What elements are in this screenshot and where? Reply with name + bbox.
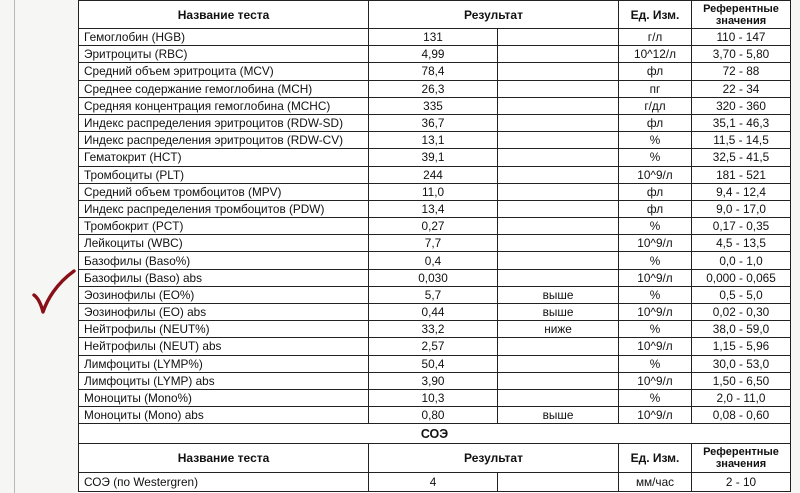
result-value: 13,1 [369,132,498,149]
reference-range: 9,0 - 17,0 [692,200,791,217]
table-row [79,132,791,149]
unit-value: % [619,252,692,269]
header-test-name: Название теста [79,444,369,473]
result-value: 2,57 [369,338,498,355]
unit-value: 10^9/л [619,304,692,321]
reference-range: 110 - 147 [692,29,791,46]
test-name: Гемоглобин (HGB) [79,29,369,46]
result-value: 0,27 [369,218,498,235]
reference-range: 0,5 - 5,0 [692,286,791,303]
lab-results-sheet [78,0,790,493]
unit-value: 10^9/л [619,269,692,286]
table-row [79,149,791,166]
unit-value: % [619,286,692,303]
result-flag [498,132,619,149]
header-result: Результат [369,1,619,29]
table-row [79,200,791,217]
result-value: 26,3 [369,80,498,97]
header-reference: Референтные значения [692,1,791,29]
table-row [79,321,791,338]
table-row [79,235,791,252]
result-flag [498,372,619,389]
result-value: 33,2 [369,321,498,338]
reference-range: 1,50 - 6,50 [692,372,791,389]
unit-value: мм/час [619,473,692,492]
header-result: Результат [369,444,619,473]
reference-range: 4,5 - 13,5 [692,235,791,252]
soe-header-row [79,444,791,473]
reference-range: 2 - 10 [692,473,791,492]
header-unit: Ед. Изм. [619,1,692,29]
reference-range: 0,17 - 0,35 [692,218,791,235]
unit-value: фл [619,114,692,131]
result-flag [498,355,619,372]
result-flag [498,29,619,46]
reference-range: 0,08 - 0,60 [692,407,791,424]
unit-value: г/дл [619,97,692,114]
test-name: Индекс распределения тромбоцитов (PDW) [79,200,369,217]
header-reference: Референтные значения [692,444,791,473]
soe-section [79,424,791,492]
result-value: 244 [369,166,498,183]
reference-range: 72 - 88 [692,63,791,80]
unit-value: % [619,132,692,149]
test-name: Лейкоциты (WBC) [79,235,369,252]
result-value: 36,7 [369,114,498,131]
test-name: Гематокрит (HCT) [79,149,369,166]
result-value: 335 [369,97,498,114]
result-flag [498,46,619,63]
header-unit: Ед. Изм. [619,444,692,473]
result-value: 0,4 [369,252,498,269]
reference-range: 35,1 - 46,3 [692,114,791,131]
table-row [79,355,791,372]
unit-value: 10^9/л [619,235,692,252]
result-flag [498,389,619,406]
table-row [79,218,791,235]
result-value: 4 [369,473,498,492]
test-name: СОЭ (по Westergren) [79,473,369,492]
unit-value: 10^9/л [619,372,692,389]
table-row [79,286,791,303]
table-row [79,304,791,321]
page-margin-line [14,0,15,493]
reference-range: 0,0 - 1,0 [692,252,791,269]
test-name: Тромбокрит (PCT) [79,218,369,235]
test-name: Эозинофилы (EO) abs [79,304,369,321]
result-value: 131 [369,29,498,46]
result-flag [498,473,619,492]
result-flag [498,149,619,166]
table-row [79,269,791,286]
result-value: 4,99 [369,46,498,63]
unit-value: % [619,218,692,235]
reference-range: 9,4 - 12,4 [692,183,791,200]
reference-range: 32,5 - 41,5 [692,149,791,166]
table-row [79,97,791,114]
header-test-name: Название теста [79,1,369,29]
test-name: Моноциты (Mono) abs [79,407,369,424]
table-row [79,114,791,131]
test-name: Моноциты (Mono%) [79,389,369,406]
test-name: Базофилы (Baso%) [79,252,369,269]
test-name: Индекс распределения эритроцитов (RDW-CV) [79,132,369,149]
result-flag: ниже [498,321,619,338]
results-body [79,29,791,424]
reference-range: 3,70 - 5,80 [692,46,791,63]
handwritten-checkmark-icon [30,268,78,318]
reference-range: 0,000 - 0,065 [692,269,791,286]
unit-value: % [619,321,692,338]
test-name: Средний объем эритроцита (MCV) [79,63,369,80]
unit-value: фл [619,183,692,200]
test-name: Средняя концентрация гемоглобина (MCHC) [79,97,369,114]
result-flag [498,183,619,200]
table-row [79,252,791,269]
result-flag: выше [498,286,619,303]
reference-range: 1,15 - 5,96 [692,338,791,355]
result-value: 11,0 [369,183,498,200]
test-name: Нейтрофилы (NEUT) abs [79,338,369,355]
result-flag [498,338,619,355]
result-value: 3,90 [369,372,498,389]
test-name: Базофилы (Baso) abs [79,269,369,286]
result-value: 0,030 [369,269,498,286]
result-flag [498,166,619,183]
test-name: Лимфоциты (LYMP) abs [79,372,369,389]
test-name: Эозинофилы (EO%) [79,286,369,303]
result-flag: выше [498,304,619,321]
table-row [79,183,791,200]
soe-title: СОЭ [79,424,791,444]
reference-range: 2,0 - 11,0 [692,389,791,406]
test-name: Среднее содержание гемоглобина (MCH) [79,80,369,97]
result-value: 50,4 [369,355,498,372]
table-row [79,29,791,46]
unit-value: 10^9/л [619,338,692,355]
unit-value: фл [619,200,692,217]
table-row [79,338,791,355]
table-row [79,473,791,492]
test-name: Индекс распределения эритроцитов (RDW-SD) [79,114,369,131]
result-value: 10,3 [369,389,498,406]
result-flag [498,269,619,286]
result-flag [498,80,619,97]
unit-value: 10^9/л [619,166,692,183]
result-flag: выше [498,407,619,424]
result-flag [498,235,619,252]
table-row [79,407,791,424]
result-flag [498,200,619,217]
unit-value: 10^9/л [619,407,692,424]
result-value: 7,7 [369,235,498,252]
reference-range: 30,0 - 53,0 [692,355,791,372]
result-value: 0,44 [369,304,498,321]
reference-range: 38,0 - 59,0 [692,321,791,338]
unit-value: 10^12/л [619,46,692,63]
soe-title-row [79,424,791,444]
test-name: Тромбоциты (PLT) [79,166,369,183]
reference-range: 0,02 - 0,30 [692,304,791,321]
result-value: 0,80 [369,407,498,424]
test-name: Нейтрофилы (NEUT%) [79,321,369,338]
test-name: Эритроциты (RBC) [79,46,369,63]
table-row [79,389,791,406]
reference-range: 22 - 34 [692,80,791,97]
result-flag [498,252,619,269]
lab-results-table [78,0,791,492]
reference-range: 11,5 - 14,5 [692,132,791,149]
unit-value: г/л [619,29,692,46]
result-value: 39,1 [369,149,498,166]
table-row [79,80,791,97]
table-row [79,372,791,389]
test-name: Лимфоциты (LYMP%) [79,355,369,372]
unit-value: % [619,149,692,166]
table-row [79,46,791,63]
reference-range: 320 - 360 [692,97,791,114]
result-flag [498,97,619,114]
unit-value: фл [619,63,692,80]
reference-range: 181 - 521 [692,166,791,183]
table-row [79,63,791,80]
table-header-row [79,1,791,29]
result-value: 78,4 [369,63,498,80]
unit-value: % [619,389,692,406]
result-flag [498,63,619,80]
result-flag [498,218,619,235]
test-name: Средний объем тромбоцитов (MPV) [79,183,369,200]
result-flag [498,114,619,131]
unit-value: % [619,355,692,372]
result-value: 13,4 [369,200,498,217]
result-value: 5,7 [369,286,498,303]
unit-value: пг [619,80,692,97]
table-row [79,166,791,183]
